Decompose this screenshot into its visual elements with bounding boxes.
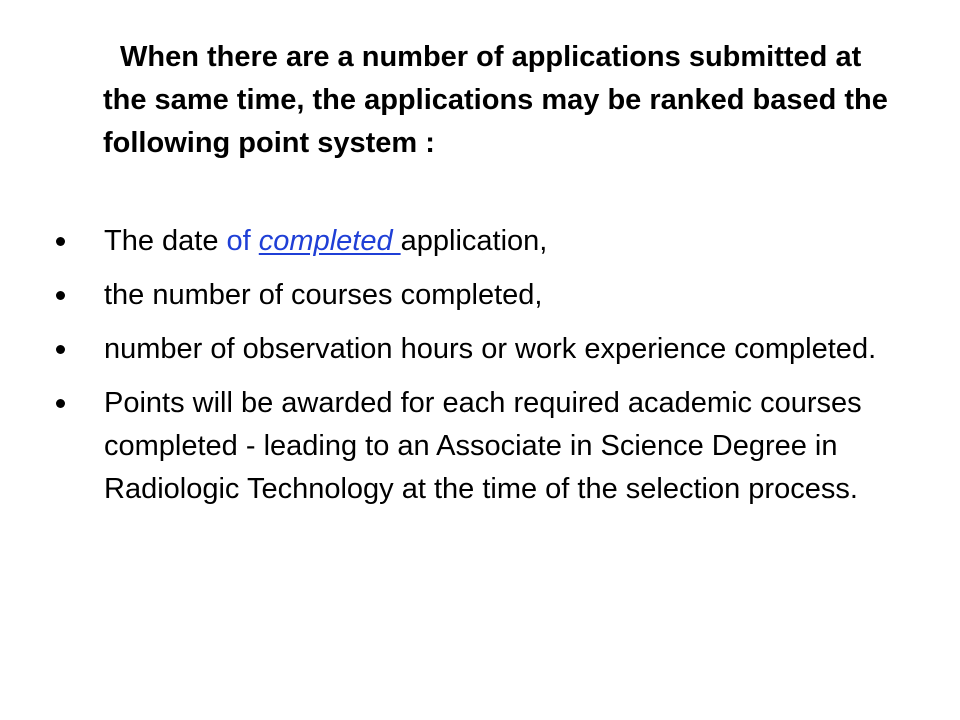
bullet-text: Points will be awarded for each required academic courses completed - leading to an Associate in Science Degree in Radiologic Technology at the time of the selection process. bbox=[104, 387, 862, 505]
completed-link[interactable]: completed bbox=[258, 225, 401, 257]
bullet-dot-icon bbox=[56, 345, 65, 354]
bullet-dot-icon bbox=[56, 291, 65, 300]
bullet-text-before: The date bbox=[104, 225, 227, 257]
bullet-text: the number of courses completed, bbox=[104, 279, 543, 311]
bullet-dot-icon bbox=[56, 399, 65, 408]
list-item-points-awarded bbox=[50, 382, 920, 511]
list-item-observation-hours bbox=[50, 328, 920, 371]
list-item-courses-completed bbox=[50, 274, 920, 317]
list-item-completion-date bbox=[50, 220, 920, 263]
intro-paragraph: When there are a number of applications submitted at the same time, the applications may be ranked based the following point system : bbox=[103, 41, 888, 159]
bullet-dot-icon bbox=[56, 237, 65, 246]
criteria-list bbox=[50, 220, 920, 522]
bullet-text: number of observation hours or work experience completed. bbox=[104, 333, 877, 365]
bullet-accent-text: of bbox=[226, 225, 259, 257]
bullet-text-after: application, bbox=[400, 225, 548, 257]
